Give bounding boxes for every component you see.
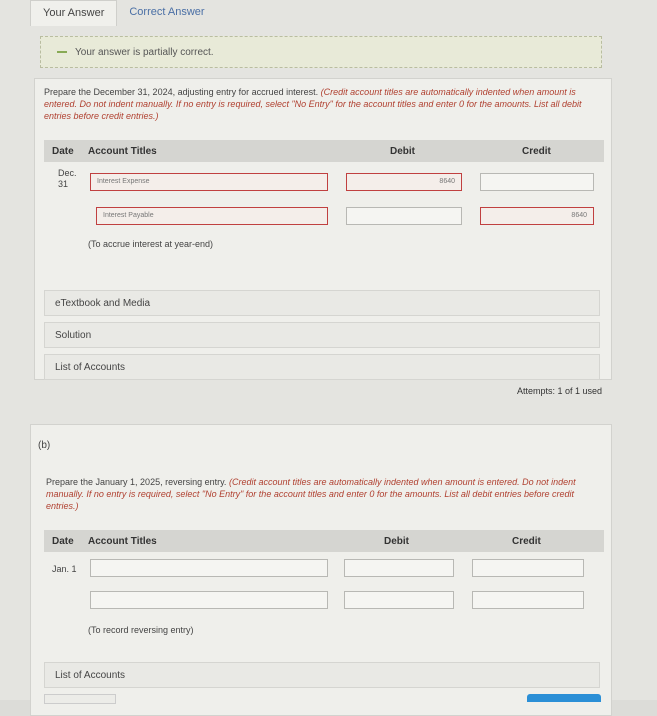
account-title-input[interactable]: Interest Expense — [90, 173, 328, 191]
credit-input[interactable] — [472, 591, 584, 609]
part-b-entry-note: (To record reversing entry) — [88, 625, 194, 635]
etextbook-link[interactable]: eTextbook and Media — [44, 290, 600, 316]
part-a-instructions-text: Prepare the December 31, 2024, adjusting entry for accrued interest. — [44, 87, 319, 97]
answer-tabs — [30, 0, 217, 26]
credit-header: Credit — [512, 536, 541, 547]
date-header: Date — [52, 536, 74, 547]
minus-icon — [57, 51, 67, 53]
part-b-instructions-text: Prepare the January 1, 2025, reversing entry. — [46, 477, 227, 487]
account-header: Account Titles — [88, 146, 157, 157]
account-title-input[interactable] — [90, 559, 328, 577]
account-title-input[interactable]: Interest Payable — [96, 207, 328, 225]
debit-input[interactable]: 8640 — [346, 173, 462, 191]
tab-correct-answer[interactable]: Correct Answer — [129, 6, 205, 18]
account-header: Account Titles — [88, 536, 157, 547]
submit-button[interactable] — [527, 694, 601, 702]
banner-text: Your answer is partially correct. — [75, 46, 214, 58]
credit-header: Credit — [522, 146, 551, 157]
part-b-table-header — [44, 530, 604, 552]
debit-input[interactable] — [344, 559, 454, 577]
attempts-counter: Attempts: 1 of 1 used — [516, 386, 602, 396]
debit-input[interactable] — [346, 207, 462, 225]
credit-input[interactable] — [472, 559, 584, 577]
debit-header: Debit — [390, 146, 415, 157]
part-a-instructions-note: (Credit account titles are automatically indented when amount is entered. Do not indent manually. If no entry is required, select "No Entry" for the account titles and enter 0 for the amounts. List all debit entries before credit entries.) — [44, 87, 582, 121]
credit-input[interactable]: 8640 — [480, 207, 594, 225]
part-b-instructions — [46, 476, 602, 512]
part-b-label: (b) — [38, 440, 51, 451]
part-b-date: Jan. 1 — [52, 564, 77, 574]
tab-your-answer[interactable]: Your Answer — [30, 0, 117, 26]
debit-input[interactable] — [344, 591, 454, 609]
date-header: Date — [52, 146, 74, 157]
part-b-instructions-note: (Credit account titles are automatically indented when amount is entered. Do not indent manually. If no entry is required, select "No Entry" for the account titles and enter 0 for the amounts. List all debit entries before credit entries.) — [46, 477, 576, 511]
debit-header: Debit — [384, 536, 409, 547]
list-of-accounts-link[interactable]: List of Accounts — [44, 354, 600, 380]
part-a-entry-note: (To accrue interest at year-end) — [88, 239, 214, 249]
part-a-instructions — [44, 86, 600, 122]
list-of-accounts-link[interactable]: List of Accounts — [44, 662, 600, 688]
bottom-button-left[interactable] — [44, 694, 116, 704]
account-title-input[interactable] — [90, 591, 328, 609]
part-a-table-header — [44, 140, 604, 162]
part-a-date: Dec. 31 — [58, 168, 77, 189]
partial-correct-banner — [40, 36, 602, 68]
credit-input[interactable] — [480, 173, 594, 191]
solution-link[interactable]: Solution — [44, 322, 600, 348]
